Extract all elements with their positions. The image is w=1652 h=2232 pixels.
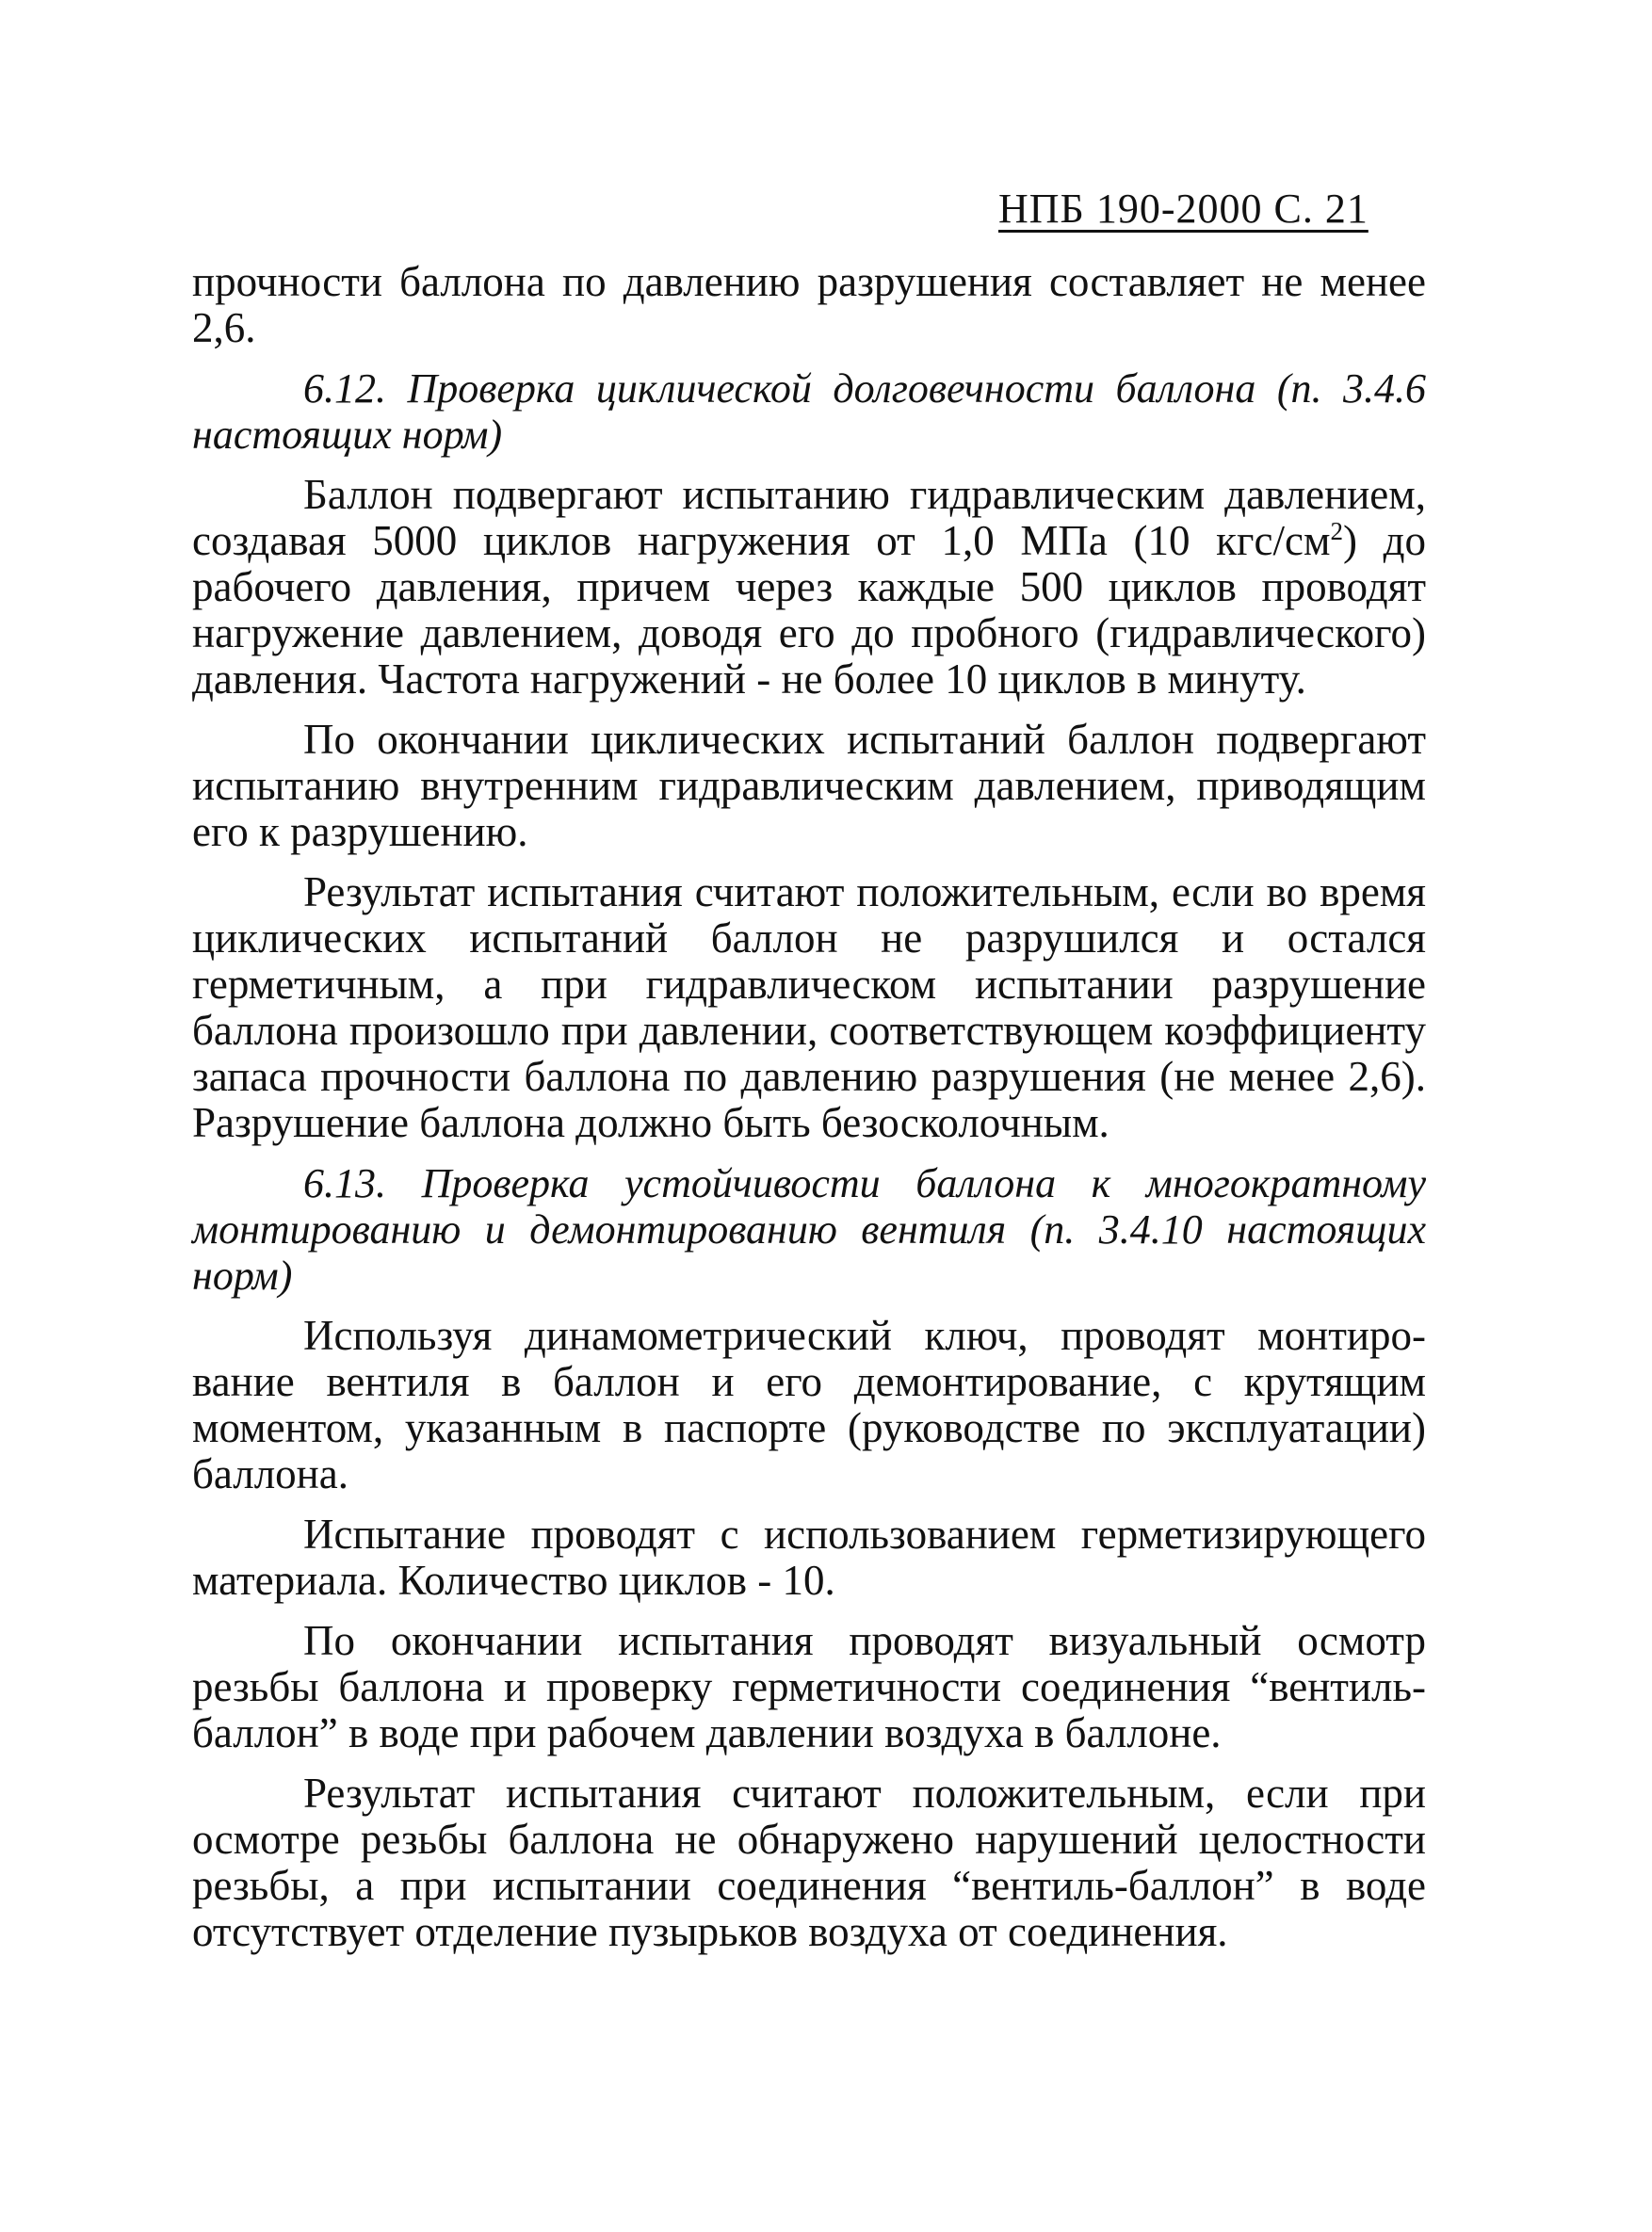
paragraph-sealing-material: Испытание проводят с использованием герметизирующего материала. Количество циклов - 10. xyxy=(192,1511,1426,1604)
paragraph-result-valve: Результат испытания считают положительным, если при осмотре резьбы баллона не обнаружено нарушений целостности резьбы, а при испытании соединения “вентиль-баллон” в воде отсутствует отделение пузырьков воздуха от соединения. xyxy=(192,1770,1426,1955)
paragraph-valve-mounting: Используя динамометрический ключ, проводят монтирование вентиля в баллон и его демонтирование, с крутящим моментом, указанным в паспорте (руководстве по эксплуатации) баллона. xyxy=(192,1312,1426,1497)
page-header: НПБ 190-2000 С. 21 xyxy=(998,186,1369,232)
paragraph-cyclic-test xyxy=(192,472,1426,703)
section-heading-6-13: 6.13. Проверка устойчивости баллона к многократному монтированию и демонтированию вентиля (п. 3.4.10 настоящих норм) xyxy=(192,1160,1426,1299)
paragraph-visual-inspection: По окончании испытания проводят визуальный осмотр резьбы баллона и проверку герметичности соединения “вентиль-баллон” в воде при рабочем давлении воздуха в баллоне. xyxy=(192,1617,1426,1756)
paragraph-continuation: прочности баллона по давлению разрушения составляет не менее 2,6. xyxy=(192,258,1426,351)
paragraph-after-cyclic: По окончании циклических испытаний баллон подвергают испытанию внутренним гидравлическим давлением, приводящим его к разрушению. xyxy=(192,716,1426,855)
superscript-2: 2 xyxy=(1330,517,1343,545)
paragraph-result-cyclic: Результат испытания считают положительным, если во время циклических испытаний баллон не разрушился и остался герметичным, а при гидравлическом испытании разрушение баллона произошло при давлении, соответствующем коэффициенту запаса прочности баллона по давлению разрушения (не менее 2,6). Разрушение баллона должно быть безосколочным. xyxy=(192,868,1426,1146)
paragraph-cyclic-test-part2: ) до рабочего давления, причем через каждые 500 циклов проводят нагружение давлением, доводя его до пробного (гидравлического) давления. Частота нагружений - не более 10 циклов в минуту. xyxy=(192,517,1426,703)
paragraph-cyclic-test-part1: Баллон подвергают испытанию гидравлическим давлением, создавая 5000 циклов нагружения от 1,0 МПа (10 кгс/см xyxy=(192,471,1426,564)
document-body xyxy=(192,259,1426,1969)
section-heading-6-12: 6.12. Проверка циклической долговечности баллона (п. 3.4.6 настоящих норм) xyxy=(192,365,1426,458)
